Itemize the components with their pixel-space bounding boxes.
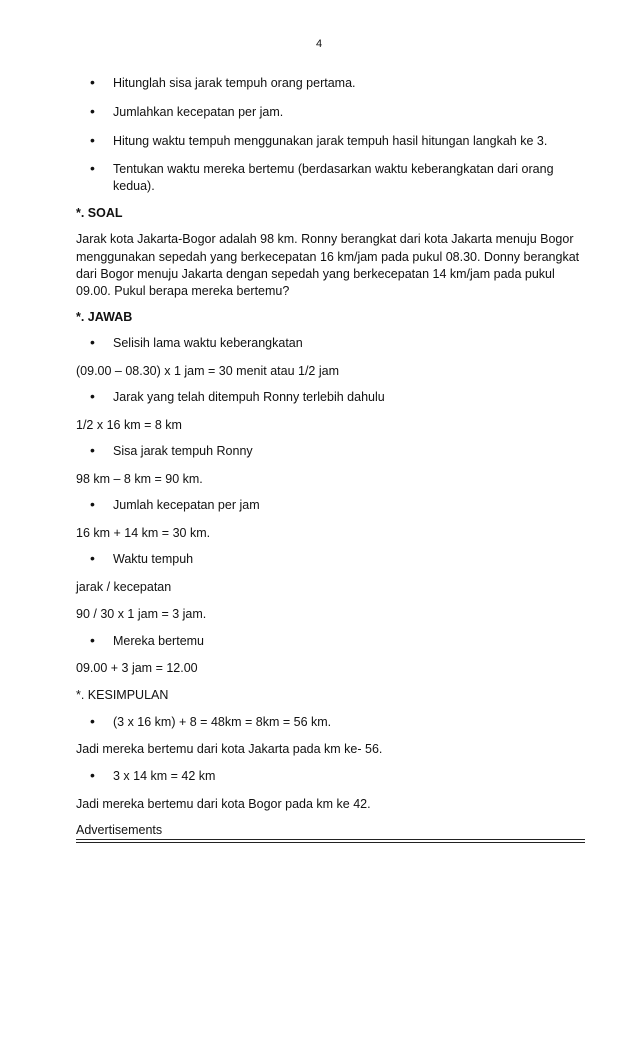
divider xyxy=(76,842,585,843)
soal-line: menggunakan sepedah yang berkecepatan 16 km/jam pada pukul 08.30. Donny berangkat xyxy=(76,250,580,264)
jawab-result: jarak / kecepatan xyxy=(76,580,172,594)
kesimpulan-heading: *. KESIMPULAN xyxy=(76,688,169,702)
jawab-bullet: Selisih lama waktu keberangkatan xyxy=(113,336,303,350)
step-item: Jumlahkan kecepatan per jam. xyxy=(113,105,284,119)
bullet-icon: • xyxy=(90,767,95,783)
kesimpulan-bullet: 3 x 14 km = 42 km xyxy=(113,769,216,783)
soal-line: 09.00. Pukul berapa mereka bertemu? xyxy=(76,284,290,298)
jawab-result: 1/2 x 16 km = 8 km xyxy=(76,418,182,432)
step-item: Tentukan waktu mereka bertemu (berdasarkan waktu keberangkatan dari orang xyxy=(113,162,554,176)
bullet-icon: • xyxy=(90,103,95,119)
bullet-icon: • xyxy=(90,132,95,148)
step-item: Hitunglah sisa jarak tempuh orang pertama. xyxy=(113,76,356,90)
kesimpulan-result: Jadi mereka bertemu dari kota Jakarta pada km ke- 56. xyxy=(76,742,383,756)
soal-line: dari Bogor menuju Jakarta dengan sepedah yang berkecepatan 14 km/jam pada pukul xyxy=(76,267,555,281)
jawab-bullet: Sisa jarak tempuh Ronny xyxy=(113,444,253,458)
jawab-result: 98 km – 8 km = 90 km. xyxy=(76,472,203,486)
kesimpulan-result: Jadi mereka bertemu dari kota Bogor pada km ke 42. xyxy=(76,797,371,811)
bullet-icon: • xyxy=(90,496,95,512)
jawab-result: 16 km + 14 km = 30 km. xyxy=(76,526,211,540)
jawab-bullet: Waktu tempuh xyxy=(113,552,194,566)
bullet-icon: • xyxy=(90,334,95,350)
soal-heading: *. SOAL xyxy=(76,206,123,220)
step-item-continued: kedua). xyxy=(113,179,155,193)
jawab-result: 09.00 + 3 jam = 12.00 xyxy=(76,661,198,675)
jawab-result: (09.00 – 08.30) x 1 jam = 30 menit atau 1/2 jam xyxy=(76,364,340,378)
bullet-icon: • xyxy=(90,442,95,458)
bullet-icon: • xyxy=(90,388,95,404)
jawab-result: 90 / 30 x 1 jam = 3 jam. xyxy=(76,607,207,621)
bullet-icon: • xyxy=(90,713,95,729)
advertisements-label: Advertisements xyxy=(76,823,163,837)
jawab-heading: *. JAWAB xyxy=(76,310,133,324)
bullet-icon: • xyxy=(90,160,95,176)
step-item: Hitung waktu tempuh menggunakan jarak tempuh hasil hitungan langkah ke 3. xyxy=(113,134,548,148)
bullet-icon: • xyxy=(90,74,95,90)
bullet-icon: • xyxy=(90,632,95,648)
jawab-bullet: Jarak yang telah ditempuh Ronny terlebih dahulu xyxy=(113,390,385,404)
page-number: 4 xyxy=(315,38,323,50)
bullet-icon: • xyxy=(90,550,95,566)
kesimpulan-bullet: (3 x 16 km) + 8 = 48km = 8km = 56 km. xyxy=(113,715,332,729)
soal-line: Jarak kota Jakarta-Bogor adalah 98 km. Ronny berangkat dari kota Jakarta menuju Bogor xyxy=(76,232,574,246)
jawab-bullet: Mereka bertemu xyxy=(113,634,205,648)
jawab-bullet: Jumlah kecepatan per jam xyxy=(113,498,260,512)
divider xyxy=(76,839,585,840)
